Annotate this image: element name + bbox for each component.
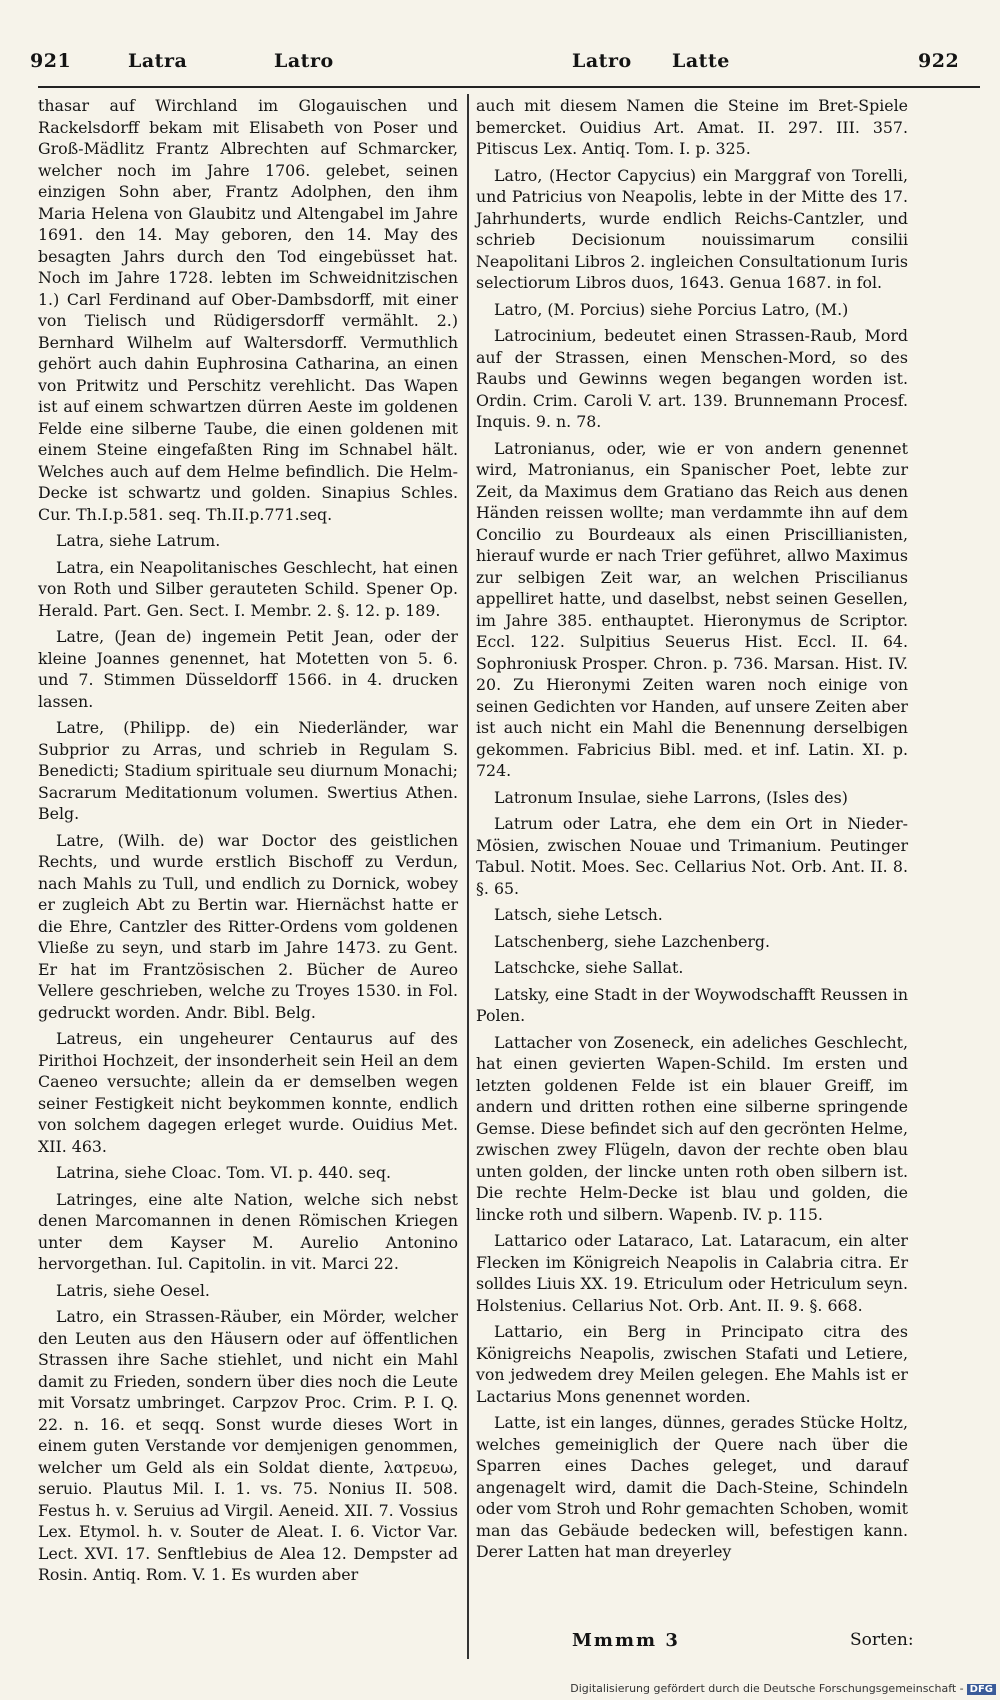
entry-paragraph: Latro, (M. Porcius) siehe Porcius Latro, (M.)	[494, 299, 849, 319]
entry-paragraph: Latra, siehe Latrum.	[56, 531, 221, 550]
entry-paragraph: Latre, (Wilh. de) war Doctor des geistlichen Rechts, und wurde erstlich Bischoff zu Verdun, nach Mahls zu Tull, und endlich zu Dornick, wobey er zugleich Abt zu Bertin war. Hiernächst hatte er die Ehre, Cantzler des Ritter-Ordens vom goldenen Vließe zu seyn, und starb im Jahre 1473. zu Gent. Er hat im Frantzösischen 2. Bücher de Aureo Vellere geschrieben, welche zu Troyes 1530. in Fol. gedruckt worden. Andr. Bibl. Belg.	[38, 830, 458, 1022]
right-page-number: 922	[918, 50, 960, 72]
right-keyword-1: Latro	[572, 50, 632, 72]
left-keyword-1: Latra	[128, 50, 188, 72]
signature-mark: Mmmm 3	[572, 1630, 680, 1651]
entry-paragraph: Latschenberg, siehe Lazchenberg.	[494, 931, 771, 951]
entry-paragraph: Latre, (Jean de) ingemein Petit Jean, oder der kleine Joannes genennet, hat Motetten von 5. 6. und 7. Stimmen Düsseldorff 1566. in 4. drucken lassen.	[38, 627, 458, 711]
left-page-number: 921	[30, 50, 72, 72]
column-divider	[467, 94, 469, 1659]
entry-paragraph: Latro, ein Strassen-Räuber, ein Mörder, welcher den Leuten aus den Häusern oder auf öffentlichen Strassen ihre Sache stiehlet, und nicht ein Mahl damit zu Frieden, sondern über dies noch die Leute mit Vorsatz umbringet. Carpzov Proc. Crim. P. I. Q. 22. n. 16. et seqq. Sonst wurde dieses Wort in einem guten Verstande vor demjenigen genommen, welcher um Geld als ein Soldat diente, λατρευω, seruio. Plautus Mil. I. 1. vs. 75. Nonius II. 508. Festus h. v. Seruius ad Virgil. Aeneid. XII. 7. Vossius Lex. Etymol. h. v. Souter de Aleat. I. 6. Victor Var. Lect. XVI. 17. Senftlebius de Alea 12. Dempster ad Rosin. Antiq. Rom. V. 1. Es wurden aber	[38, 1307, 458, 1584]
entry-paragraph: Latronum Insulae, siehe Larrons, (Isles des)	[494, 787, 848, 807]
dfg-logo: DFG	[967, 1684, 996, 1695]
header-rule	[38, 86, 980, 88]
entry-paragraph: Latrum oder Latra, ehe dem ein Ort in Nieder-Mösien, zwischen Nouae und Trimanium. Peutinger Tabul. Notit. Moes. Sec. Cellarius Not. Orb. Ant. II. 8. §. 65.	[476, 814, 908, 898]
entry-paragraph: Lattacher von Zoseneck, ein adeliches Geschlecht, hat einen gevierten Wapen-Schild. Im ersten und letzten goldenen Felde ist ein blauer Greiff, im andern und dritten rothen eine silberne springende Gemse. Diese befindet sich auf den gecrönten Helme, zwischen zwey Flügeln, davon der rechte oben blau unten golden, der lincke unten roth oben silbern ist. Die rechte Helm-Decke ist blau und golden, die lincke roth und silbern. Wapenb. IV. p. 115.	[476, 1032, 908, 1224]
entry-paragraph: Latre, (Philipp. de) ein Niederländer, war Subprior zu Arras, und schrieb in Regulam S. Benedicti; Stadium spirituale seu diurnum Monachi; Sacrarum Meditationum volumen. Swertius Athen. Belg.	[38, 718, 458, 823]
entry-paragraph: Lattarico oder Lataraco, Lat. Lataracum, ein alter Flecken im Königreich Neapolis in Calabria citra. Er solldes Liuis XX. 19. Etriculum oder Hetriculum seyn. Holstenius. Cellarius Not. Orb. Ant. II. 9. §. 668.	[476, 1231, 908, 1315]
entry-paragraph: Latrina, siehe Cloac. Tom. VI. p. 440. seq.	[56, 1163, 391, 1182]
left-keyword-2: Latro	[274, 50, 334, 72]
entry-paragraph: Latringes, eine alte Nation, welche sich nebst denen Marcomannen in denen Römischen Kriegen unter dem Kayser M. Aurelio Antonino hervorgethan. Iul. Capitolin. in vit. Marci 22.	[38, 1189, 458, 1273]
entry-paragraph: Latsch, siehe Letsch.	[494, 905, 663, 924]
entry-paragraph: Latreus, ein ungeheurer Centaurus auf des Pirithoi Hochzeit, der insonderheit sein Heil an dem Caeneo versuchte; allein da er demselben wegen seiner Festigkeit nicht beykommen konnte, endlich von solchem dagegen erleget wurde. Ouidius Met. XII. 463.	[38, 1029, 458, 1156]
right-keyword-2: Latte	[672, 50, 730, 72]
entry-paragraph: Latte, ist ein langes, dünnes, gerades Stücke Holtz, welches gemeiniglich der Quere nach über die Sparren eines Daches geleget, und darauf angenagelt wird, damit die Dach-Steine, Schindeln oder vom Stroh und Rohr gemachten Schoben, womit man das Gebäude bedecken will, befestigen kann. Derer Latten hat man dreyerley	[476, 1413, 908, 1561]
running-header	[30, 50, 978, 82]
entry-paragraph: thasar auf Wirchland im Glogauischen und Rackelsdorff bekam mit Elisabeth von Poser und Groß-Mädlitz Frantz Albrechten auf Schmarcker, welcher noch im Jahre 1706. gelebet, seinen einzigen Sohn aber, Frantz Adolphen, den ihm Maria Helena von Glaubitz und Altengabel im Jahre 1691. den 14. May geboren, den 14. May des besagten Jahrs durch den Tod eingebüsset hat. Noch im Jahre 1728. lebten im Schweidnitzischen 1.) Carl Ferdinand auf Ober-Dambsdorff, mit einer von Tielisch und Rüdigersdorff vermählt. 2.) Bernhard Wilhelm auf Waltersdorff. Vermuthlich gehört auch dahin Euphrosina Catharina, an einen von Pritwitz und Perschitz verehlicht. Das Wapen ist auf einem schwartzen dürren Aeste im goldenen Felde eine silberne Taube, die einen goldenen mit einem Steine eingefaßten Ring im Schnabel hält. Welches auch auf dem Helme befindlich. Die Helm-Decke ist schwartz und golden. Sinapius Schles. Cur. Th.I.p.581. seq. Th.II.p.771.seq.	[38, 96, 458, 524]
left-column	[38, 95, 458, 1591]
entry-paragraph: Latronianus, oder, wie er von andern genennet wird, Matronianus, ein Spanischer Poet, lebte zur Zeit, da Maximus dem Gratiano das Reich aus denen Händen reissen wollte; man verdammte ihn auf dem Concilio zu Bourdeaux als einen Priscillianisten, hierauf wurde er nach Trier geführet, allwo Maximus zur selbigen Zeit war, an welchen Priscilianus appelliret hatte, und daselbst, nebst seinen Gesellen, im Jahre 385. enthauptet. Hieronymus de Scriptor. Eccl. 122. Sulpitius Seuerus Hist. Eccl. II. 64. Sophroniusk Prosper. Chron. p. 736. Marsan. Hist. IV. 20. Zu Hieronymi Zeiten waren noch einige von seinen Gedichten vor Handen, auf unsere Zeiten aber ist auch nicht ein Mahl die Benennung derselbigen gekommen. Fabricius Bibl. med. et inf. Latin. XI. p. 724.	[476, 438, 908, 780]
digitization-credit	[570, 1682, 996, 1695]
entry-paragraph: auch mit diesem Namen die Steine im Bret-Spiele bemercket. Ouidius Art. Amat. II. 297. III. 357. Pitiscus Lex. Antiq. Tom. I. p. 325.	[476, 96, 908, 158]
entry-paragraph: Latrocinium, bedeutet einen Strassen-Raub, Mord auf der Strassen, einen Menschen-Mord, so des Raubs und Gewinns wegen begangen worden ist. Ordin. Crim. Caroli V. art. 139. Brunnemann Procesf. Inquis. 9. n. 78.	[476, 326, 908, 431]
entry-paragraph: Latro, (Hector Capycius) ein Marggraf von Torelli, und Patricius von Neapolis, lebte in der Mitte des 17. Jahrhunderts, wurde endlich Reichs-Cantzler, und schrieb Decisionum nouissimarum consilii Neapolitani Libros 2. ingleichen Consultationum Iuris selectiorum Libros duos, 1643. Genua 1687. in fol.	[476, 165, 908, 292]
entry-paragraph: Lattario, ein Berg in Principato citra des Königreichs Neapolis, zwischen Stafati und Letiere, von jedwedem drey Meilen gelegen. Ehe Mahls ist er Lactarius Mons genennet worden.	[476, 1322, 908, 1406]
credit-text: Digitalisierung gefördert durch die Deutsche Forschungsgemeinschaft -	[570, 1682, 964, 1695]
entry-paragraph: Latris, siehe Oesel.	[56, 1280, 210, 1300]
entry-paragraph: Latra, ein Neapolitanisches Geschlecht, hat einen von Roth und Silber gerauteten Schild. Spener Op. Herald. Part. Gen. Sect. I. Membr. 2. §. 12. p. 189.	[38, 557, 458, 620]
right-column	[476, 95, 908, 1568]
entry-paragraph: Latschcke, siehe Sallat.	[494, 958, 684, 977]
catchword: Sorten:	[850, 1630, 914, 1650]
entry-paragraph: Latsky, eine Stadt in der Woywodschafft Reussen in Polen.	[476, 984, 908, 1025]
